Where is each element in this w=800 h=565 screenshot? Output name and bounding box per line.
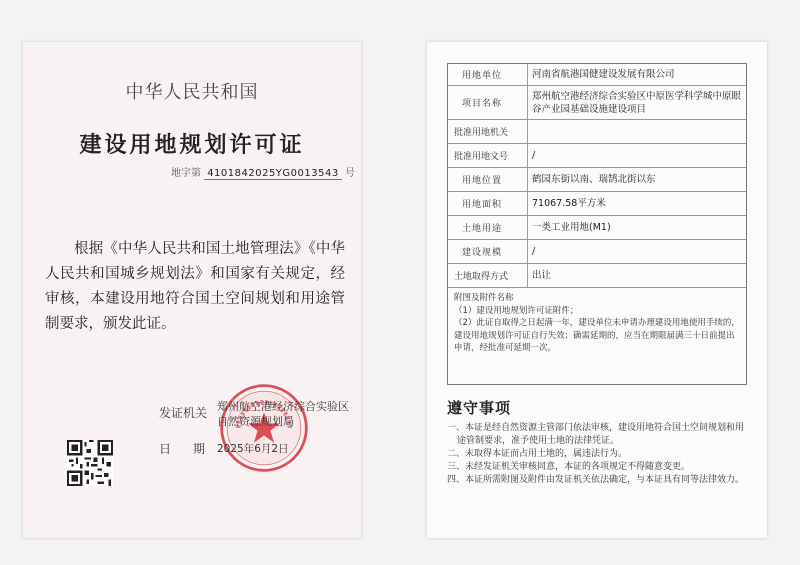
attachment-item: （1）建设用地规划许可证附件； [454,305,579,316]
details-table [447,63,747,385]
row-value: 出让 [532,270,552,281]
date-label: 日期 [159,442,228,456]
row-value [528,120,746,143]
row-label: 建设规模 [448,240,528,263]
notice-list [447,422,745,487]
row-value: 鹤园东街以南、瑞鹄北街以东 [532,174,656,185]
row-label: 用地面积 [448,192,528,215]
notice-item: 一、本证是经自然资源主管部门依法审核，建设用地符合国土空间规划和用途管制要求，准予使用土地的法律凭证。 [447,423,745,446]
notice-item: 二、未取得本证而占用土地的，属违法行为。 [447,449,628,459]
certificate-number: 4101842025YG0013543 [204,168,342,180]
table-row [448,216,746,240]
row-label: 用地单位 [448,64,528,85]
table-row [448,168,746,192]
certificate-number-line [171,164,355,180]
cert-prefix: 地字第 [171,168,201,179]
country-name: 中华人民共和国 [125,82,259,103]
notice-item: 三、未经发证机关审核同意，本证的各项规定不得随意变更。 [447,462,691,472]
row-value: / [532,246,536,257]
table-row [448,64,746,86]
attachments-section [448,288,746,384]
row-value: 一类工业用地(M1) [532,222,611,233]
issuer-value: 郑州航空港经济综合实验区自然资源规划局 [217,400,349,428]
issue-date: 2025年6月2日 [217,443,289,455]
notice-item: 四、本证所需附图及附件由发证机关依法确定，与本证具有同等法律效力。 [447,475,745,485]
table-row [448,86,746,120]
row-label: 批准用地文号 [448,144,528,167]
attachments-title: 附图及附件名称 [454,293,514,303]
row-label: 土地取得方式 [448,264,528,287]
cert-suffix: 号 [344,168,355,179]
row-value: 郑州航空港经济综合实验区中原医学科学城中原眼谷产业园基础设施建设项目 [532,90,742,115]
table-row [448,144,746,168]
table-row [448,120,746,144]
row-label: 用地位置 [448,168,528,191]
row-label: 批准用地机关 [448,120,528,143]
table-row [448,264,746,288]
row-value: 71067.58平方米 [532,198,606,209]
certificate-body-text: 根据《中华人民共和国土地管理法》《中华人民共和国城乡规划法》和国家有关规定，经审核，本建设用地符合国土空间规划和用途管制要求，颁发此证。 [45,241,345,332]
attachment-item: （2）此证自取得之日起满一年，建设单位未申请办理建设用地使用手续的，建设用地规划许可证自行失效；确需延期的，应当在期限届满三十日前提出申请，经批准可延期一次。 [454,318,740,353]
certificate-cover-page [23,42,361,538]
row-label: 项目名称 [448,86,528,119]
table-row [448,192,746,216]
issuer-label: 发证机关 [159,406,208,420]
qr-code-icon [67,440,113,486]
row-label: 土地用途 [448,216,528,239]
table-row [448,240,746,264]
notice-title: 遵守事项 [447,399,512,417]
row-value: / [532,150,536,161]
certificate-title: 建设用地规划许可证 [79,132,305,158]
certificate-details-page [427,42,767,538]
row-value: 河南省航港国健建设发展有限公司 [532,69,675,80]
